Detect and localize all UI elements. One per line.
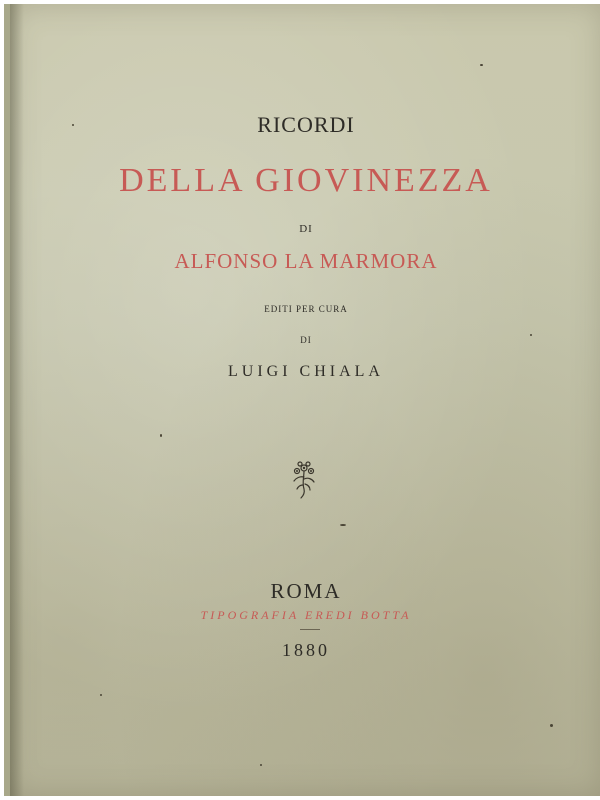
foxing-speck <box>72 124 74 126</box>
printer-name: TIPOGRAFIA EREDI BOTTA <box>200 608 412 622</box>
foxing-speck <box>160 434 162 437</box>
publication-year: 1880 <box>282 640 330 660</box>
floral-vignette-icon <box>288 459 320 501</box>
foxing-speck <box>340 524 346 526</box>
foxing-speck <box>480 64 483 66</box>
editor-name: LUIGI CHIALA <box>228 363 384 380</box>
foxing-speck <box>100 694 102 696</box>
by-label: DI <box>299 223 313 235</box>
edited-note: EDITI PER CURA <box>264 304 348 314</box>
publication-city: ROMA <box>270 579 342 603</box>
main-title: DELLA GIOVINEZZA <box>119 162 493 199</box>
series-title: RICORDI <box>257 112 355 137</box>
book-cover <box>4 4 600 796</box>
foxing-speck <box>260 764 262 766</box>
foxing-speck <box>550 724 553 727</box>
author-name: ALFONSO LA MARMORA <box>174 249 438 273</box>
by-label-2: DI <box>300 335 312 345</box>
divider-rule <box>300 629 320 630</box>
foxing-speck <box>530 334 532 336</box>
